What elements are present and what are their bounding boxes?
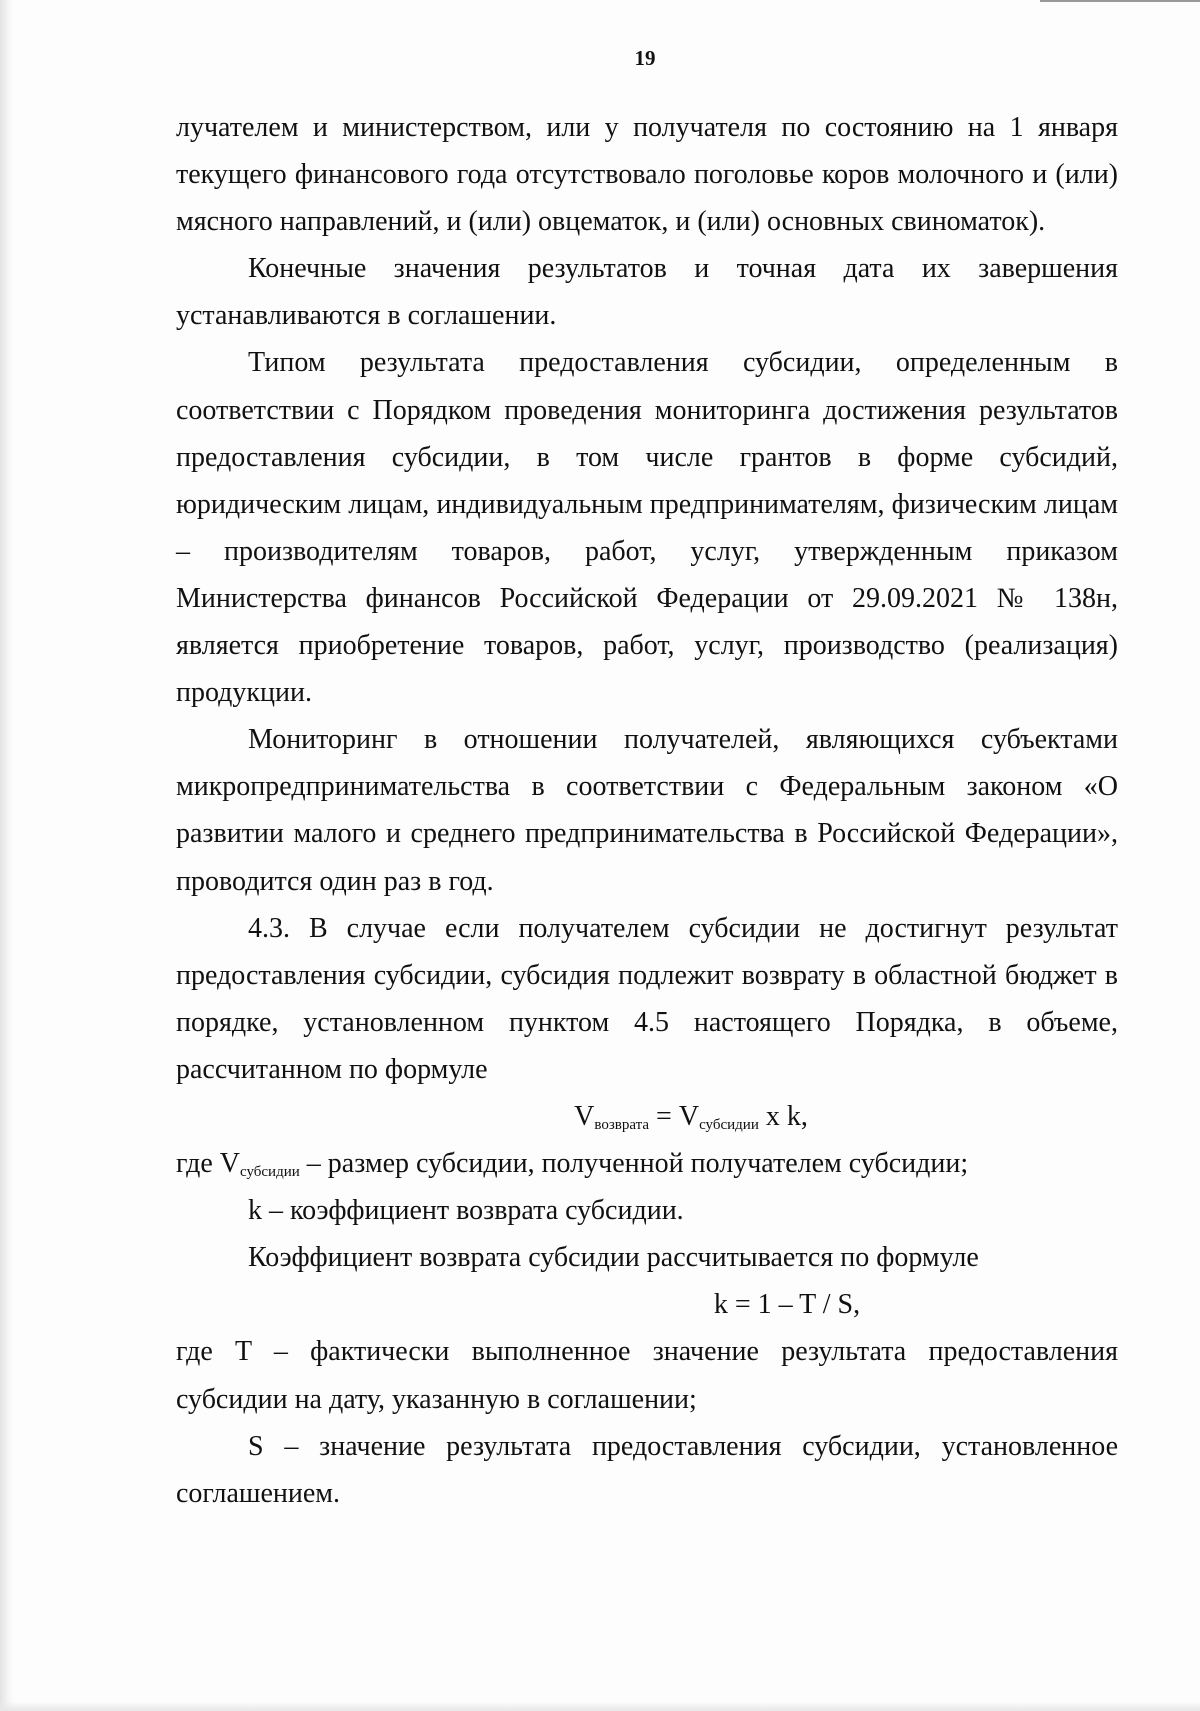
definition-k: k – коэффициент возврата субсидии. [248,1195,684,1227]
scan-edge-bottom [0,1701,1200,1711]
formula-tail: x k, [758,1100,808,1132]
page-number: 19 [634,46,656,70]
definition-text: – размер субсидии, полученной получателем субсидии; [299,1148,969,1180]
scan-line-top [1040,0,1200,2]
formula-v-symbol: V [574,1100,595,1132]
paragraph-clause-4-3: 4.3. В случае если получателем субсидии не достигнут результат предоставления субсидии, субсидия подлежит возврату в областной бюджет в порядке, установленном пунктом 4.5 настоящего Порядка, в объеме, рассчитанном по формуле [176,912,1118,1085]
paragraph-final-values: Конечные значения результатов и точная дата их завершения устанавливаются в соглашении. [176,253,1118,332]
scan-edge-left [0,0,14,1711]
formula-coefficient: k = 1 – T / S, [713,1289,861,1321]
formula-subscript-subsidy: субсидии [699,1116,759,1133]
definition-subscript: субсидии [240,1164,300,1181]
definition-v-subsidy [176,1140,1118,1187]
definition-t: где T – фактически выполненное значение результата предоставления субсидии на дату, указанную в соглашении; [176,1336,1118,1415]
definition-v-symbol: V [219,1148,240,1180]
formula-return-volume [176,1093,1118,1140]
coefficient-intro: Коэффициент возврата субсидии рассчитывается по формуле [248,1242,979,1274]
paragraph-result-type: Типом результата предоставления субсидии, определенным в соответствии с Порядком проведения мониторинга достижения результатов предоставления субсидии, в том числе грантов в форме субсидий, юридическим лицам, индивидуальным предпринимателям, физическим лицам – производителям товаров, работ, услуг, утвержденным приказом Министерства финансов Российской Федерации от 29.09.2021 № 138н, является приобретение товаров, работ, услуг, производство (реализация) продукции. [176,347,1118,709]
formula-subscript-return: возврата [594,1116,650,1133]
document-body [176,104,1118,1517]
formula-equals: = [649,1100,679,1132]
paragraph-continuation: лучателем и министерством, или у получателя по состоянию на 1 января текущего финансового года отсутствовало поголовье коров молочного и (или) мясного направлений, и (или) овцематок, и (или) основных свиноматок). [176,112,1118,238]
definition-s: S – значение результата предоставления субсидии, установленное соглашением. [176,1430,1118,1509]
formula-v-symbol-2: V [678,1100,700,1132]
definition-lead: где [176,1148,220,1180]
paragraph-monitoring: Мониторинг в отношении получателей, являющихся субъектами микропредпринимательства в соответствии с Федеральным законом «О развитии малого и среднего предпринимательства в Российской Федерации», проводится один раз в год. [176,724,1118,897]
